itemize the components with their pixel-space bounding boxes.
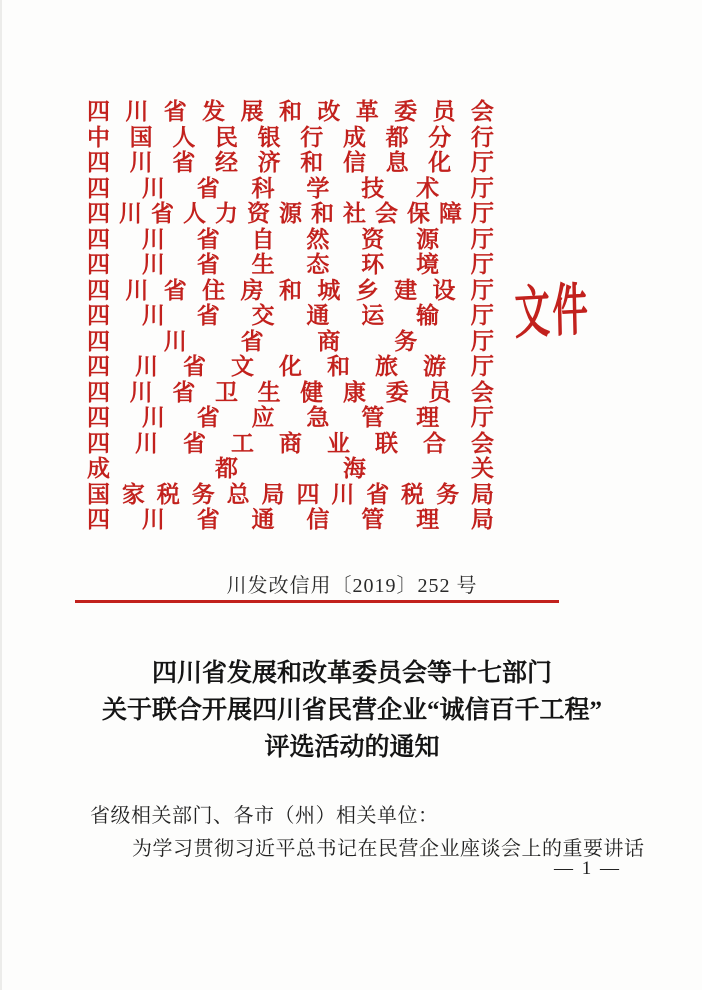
department-name-char: 运 bbox=[361, 303, 385, 329]
department-name-char: 厅 bbox=[470, 405, 494, 431]
department-name-char: 川 bbox=[141, 226, 165, 252]
department-name-char: 工 bbox=[231, 430, 254, 456]
department-name-char: 游 bbox=[423, 354, 446, 380]
department-name-char: 发 bbox=[202, 99, 226, 125]
department-name-char: 学 bbox=[306, 175, 330, 201]
department-name-char: 务 bbox=[436, 481, 460, 507]
department-name-char: 人 bbox=[172, 124, 196, 150]
department-name bbox=[87, 125, 494, 151]
department-name-char: 省 bbox=[196, 252, 220, 278]
department-name-char: 川 bbox=[129, 379, 153, 405]
department-name bbox=[87, 278, 494, 304]
department-name-char: 生 bbox=[251, 252, 275, 278]
department-name-char: 会 bbox=[470, 99, 494, 125]
department-name-char: 通 bbox=[306, 303, 330, 329]
department-name-char: 通 bbox=[251, 507, 275, 533]
department-name-char: 局 bbox=[470, 507, 494, 533]
department-name-char: 厅 bbox=[470, 252, 494, 278]
department-name-char: 四 bbox=[87, 379, 110, 405]
salutation: 省级相关部门、各市（州）相关单位： bbox=[90, 805, 439, 827]
department-name-char: 海 bbox=[343, 456, 366, 482]
department-name-char: 川 bbox=[135, 430, 158, 456]
department-name-char: 技 bbox=[361, 175, 385, 201]
department-name-char: 民 bbox=[214, 124, 238, 150]
department-name bbox=[87, 303, 494, 329]
department-name-char: 商 bbox=[317, 328, 341, 354]
department-name-char: 资 bbox=[247, 201, 270, 227]
department-name-char: 保 bbox=[407, 201, 430, 227]
department-name-char: 税 bbox=[156, 481, 180, 507]
department-name-char: 川 bbox=[119, 201, 142, 227]
department-name-char: 输 bbox=[416, 303, 440, 329]
department-name-char: 四 bbox=[87, 99, 110, 125]
department-name-char: 合 bbox=[423, 430, 446, 456]
body-first-line: 为学习贯彻习近平总书记在民营企业座谈会上的重要讲话 bbox=[132, 838, 645, 860]
department-name-char: 源 bbox=[416, 226, 440, 252]
department-name-char: 员 bbox=[432, 99, 456, 125]
department-name-char: 四 bbox=[87, 277, 110, 303]
department-name-char: 厅 bbox=[470, 175, 494, 201]
department-name-char: 四 bbox=[296, 481, 320, 507]
department-name-char: 省 bbox=[163, 99, 187, 125]
department-name-char: 家 bbox=[121, 481, 145, 507]
department-name bbox=[87, 405, 494, 431]
department-name-char: 四 bbox=[87, 354, 110, 380]
department-name-char: 省 bbox=[240, 328, 264, 354]
department-name bbox=[87, 201, 494, 227]
department-name-char: 乡 bbox=[355, 277, 379, 303]
department-name-char: 中 bbox=[87, 124, 110, 150]
department-name-char: 省 bbox=[196, 303, 220, 329]
department-name-char: 联 bbox=[375, 430, 398, 456]
department-name-char: 行 bbox=[470, 124, 494, 150]
department-name-char: 员 bbox=[428, 379, 452, 405]
department-name-char: 人 bbox=[183, 201, 206, 227]
department-name-char: 都 bbox=[385, 124, 409, 150]
department-name-char: 局 bbox=[470, 481, 494, 507]
department-name-char: 关 bbox=[471, 456, 494, 482]
department-name-char: 省 bbox=[163, 277, 187, 303]
department-name-char: 和 bbox=[278, 277, 302, 303]
department-name-char: 省 bbox=[366, 481, 390, 507]
department-name-char: 会 bbox=[375, 201, 398, 227]
department-name-char: 会 bbox=[470, 379, 494, 405]
department-name-char: 旅 bbox=[375, 354, 398, 380]
department-name bbox=[87, 482, 494, 508]
department-name-char: 厅 bbox=[471, 201, 494, 227]
department-name-char: 境 bbox=[416, 252, 440, 278]
department-name-char: 务 bbox=[394, 328, 418, 354]
department-name-char: 文 bbox=[231, 354, 254, 380]
department-name-char: 川 bbox=[135, 354, 158, 380]
department-name-char: 四 bbox=[87, 150, 110, 176]
department-name-char: 信 bbox=[342, 150, 366, 176]
department-name-char: 分 bbox=[428, 124, 452, 150]
department-name-char: 省 bbox=[183, 354, 206, 380]
department-name-char: 理 bbox=[416, 507, 440, 533]
department-name-char: 省 bbox=[172, 379, 196, 405]
department-name-char: 川 bbox=[331, 481, 355, 507]
department-name bbox=[87, 150, 494, 176]
department-name bbox=[87, 252, 494, 278]
title-line-2: 关于联合开展四川省民营企业“诚信百千工程” bbox=[101, 697, 602, 724]
department-name-char: 社 bbox=[343, 201, 366, 227]
department-name-char: 济 bbox=[257, 150, 281, 176]
department-name-char: 成 bbox=[87, 456, 110, 482]
department-name-char: 康 bbox=[342, 379, 366, 405]
department-name-char: 改 bbox=[317, 99, 341, 125]
department-name-char: 商 bbox=[279, 430, 302, 456]
department-name-char: 应 bbox=[251, 405, 275, 431]
department-name-char: 国 bbox=[87, 481, 110, 507]
department-name-char: 四 bbox=[87, 201, 110, 227]
department-name-char: 厅 bbox=[470, 277, 494, 303]
department-name-char: 经 bbox=[214, 150, 238, 176]
department-name-char: 生 bbox=[257, 379, 281, 405]
department-name-char: 银 bbox=[257, 124, 281, 150]
department-name-char: 省 bbox=[196, 405, 220, 431]
department-name-char: 川 bbox=[129, 150, 153, 176]
department-name-char: 总 bbox=[226, 481, 250, 507]
department-name-char: 态 bbox=[306, 252, 330, 278]
department-name-char: 局 bbox=[261, 481, 285, 507]
department-name-char: 业 bbox=[327, 430, 350, 456]
department-name-char: 健 bbox=[300, 379, 324, 405]
department-name bbox=[87, 431, 494, 457]
department-name-char: 都 bbox=[215, 456, 238, 482]
department-name-char: 科 bbox=[251, 175, 275, 201]
department-name-char: 交 bbox=[251, 303, 275, 329]
department-name-char: 障 bbox=[439, 201, 462, 227]
document-number: 川发改信用〔2019〕252 号 bbox=[226, 575, 478, 597]
department-name-char: 川 bbox=[141, 507, 165, 533]
title-line-3: 评选活动的通知 bbox=[264, 734, 440, 761]
department-name-char: 成 bbox=[342, 124, 366, 150]
department-name-char: 理 bbox=[416, 405, 440, 431]
department-name-char: 省 bbox=[196, 507, 220, 533]
department-name-char: 四 bbox=[87, 328, 110, 354]
department-name-char: 四 bbox=[87, 430, 110, 456]
department-name-char: 川 bbox=[141, 252, 165, 278]
department-name-char: 自 bbox=[251, 226, 275, 252]
department-name-char: 厅 bbox=[470, 303, 494, 329]
department-name-char: 建 bbox=[394, 277, 418, 303]
department-name-char: 和 bbox=[327, 354, 350, 380]
department-name-char: 省 bbox=[172, 150, 196, 176]
department-name-char: 力 bbox=[215, 201, 238, 227]
department-name bbox=[87, 176, 494, 202]
department-name-char: 厅 bbox=[470, 226, 494, 252]
department-name bbox=[87, 507, 494, 533]
department-name-char: 资 bbox=[361, 226, 385, 252]
department-name-char: 展 bbox=[240, 99, 264, 125]
department-name-char: 环 bbox=[361, 252, 385, 278]
department-name-char: 管 bbox=[361, 405, 385, 431]
department-name bbox=[87, 380, 494, 406]
department-name-char: 川 bbox=[141, 405, 165, 431]
department-name-char: 四 bbox=[87, 405, 110, 431]
department-name-char: 川 bbox=[125, 277, 149, 303]
department-name-char: 和 bbox=[311, 201, 334, 227]
department-name-char: 房 bbox=[240, 277, 264, 303]
department-name-char: 川 bbox=[125, 99, 149, 125]
department-name-char: 息 bbox=[385, 150, 409, 176]
title-line-1: 四川省发展和改革委员会等十七部门 bbox=[151, 660, 552, 687]
department-name-char: 国 bbox=[129, 124, 153, 150]
department-name-char: 税 bbox=[401, 481, 425, 507]
department-name-char: 四 bbox=[87, 175, 110, 201]
department-name-char: 然 bbox=[306, 226, 330, 252]
department-name-char: 行 bbox=[300, 124, 324, 150]
department-name-char: 厅 bbox=[470, 150, 494, 176]
department-name-char: 住 bbox=[202, 277, 226, 303]
document-title bbox=[2, 655, 702, 766]
department-name-char: 急 bbox=[306, 405, 330, 431]
department-name-char: 省 bbox=[196, 175, 220, 201]
department-name-char: 管 bbox=[361, 507, 385, 533]
department-name-char: 四 bbox=[87, 303, 110, 329]
department-name-char: 设 bbox=[432, 277, 456, 303]
department-name-char: 四 bbox=[87, 226, 110, 252]
document-label: 文件 bbox=[513, 278, 591, 346]
department-name-char: 信 bbox=[306, 507, 330, 533]
department-name-char: 川 bbox=[141, 303, 165, 329]
department-name bbox=[87, 354, 494, 380]
department-name-char: 厅 bbox=[470, 328, 494, 354]
department-name-char: 省 bbox=[196, 226, 220, 252]
department-name-char: 会 bbox=[471, 430, 494, 456]
department-name-char: 革 bbox=[355, 99, 379, 125]
department-name-char: 委 bbox=[385, 379, 409, 405]
department-name-char: 和 bbox=[300, 150, 324, 176]
department-name-char: 厅 bbox=[471, 354, 494, 380]
department-name-char: 川 bbox=[141, 175, 165, 201]
department-name-char: 城 bbox=[317, 277, 341, 303]
department-name-char: 委 bbox=[394, 99, 418, 125]
department-name bbox=[87, 329, 494, 355]
department-name bbox=[87, 456, 494, 482]
department-name-char: 四 bbox=[87, 252, 110, 278]
department-name-char: 省 bbox=[183, 430, 206, 456]
department-name-char: 和 bbox=[278, 99, 302, 125]
page-number: — 1 — bbox=[554, 858, 621, 879]
issuing-departments-list bbox=[87, 99, 494, 533]
department-name bbox=[87, 99, 494, 125]
department-name-char: 务 bbox=[191, 481, 215, 507]
department-name-char: 省 bbox=[151, 201, 174, 227]
department-name-char: 川 bbox=[163, 328, 187, 354]
department-name bbox=[87, 227, 494, 253]
department-name-char: 术 bbox=[416, 175, 440, 201]
department-name-char: 化 bbox=[279, 354, 302, 380]
department-name-char: 化 bbox=[428, 150, 452, 176]
department-name-char: 四 bbox=[87, 507, 110, 533]
department-name-char: 源 bbox=[279, 201, 302, 227]
department-name-char: 卫 bbox=[214, 379, 238, 405]
red-separator-line bbox=[75, 600, 559, 603]
